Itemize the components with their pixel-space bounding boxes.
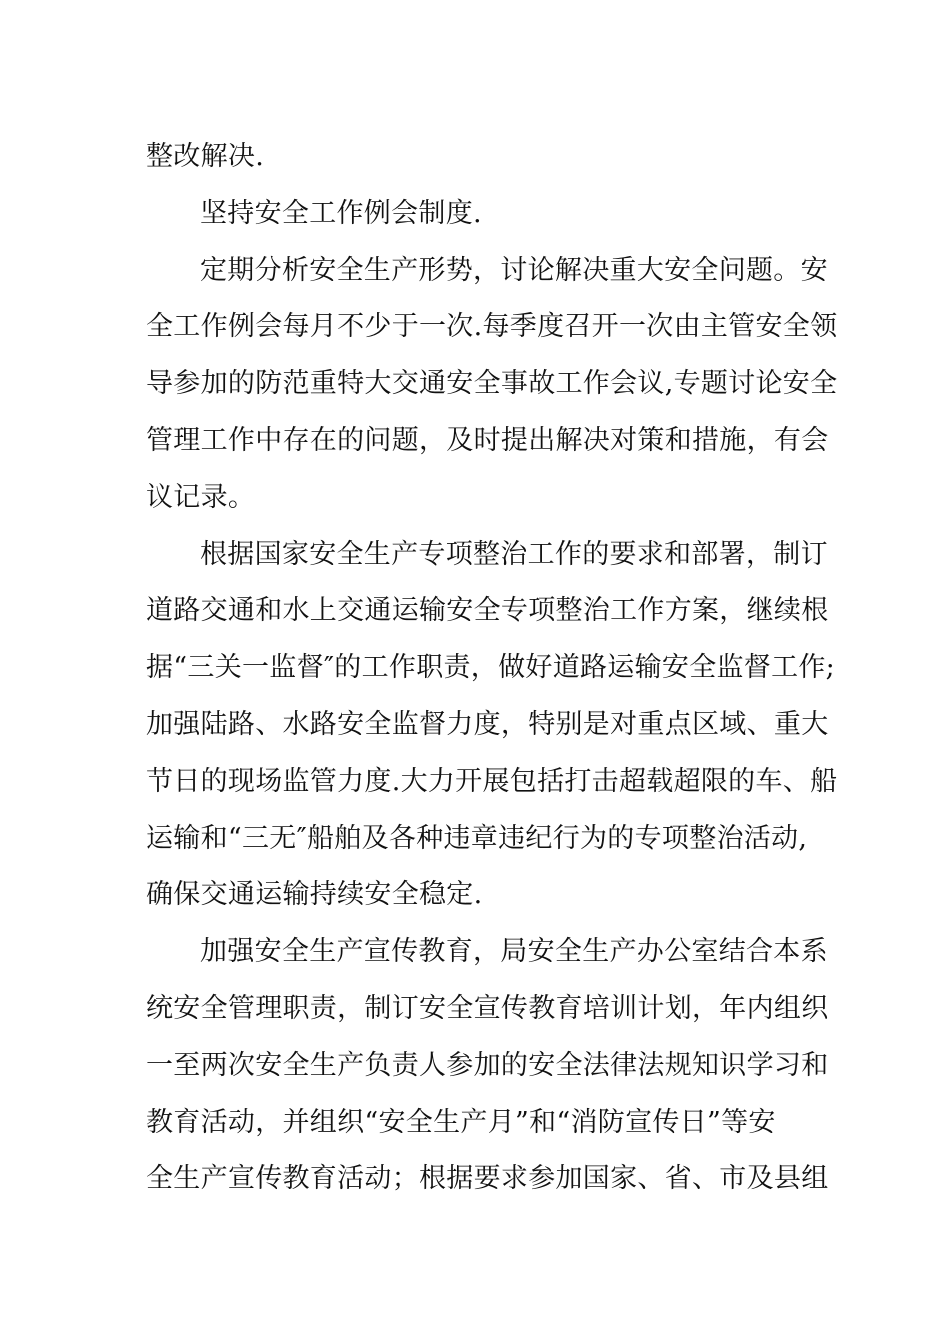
document-body xyxy=(146,129,838,1208)
text-line: 统安全管理职责，制订安全宣传教育培训计划，年内组织 xyxy=(146,992,829,1024)
text-line: 一至两次安全生产负责人参加的安全法律法规知识学习和 xyxy=(146,1049,829,1081)
text-line: 定期分析安全生产形势，讨论解决重大安全问题。安 xyxy=(200,254,828,286)
text-line: 加强安全生产宣传教育，局安全生产办公室结合本系 xyxy=(200,936,828,968)
text-line: 教育活动，并组织“安全生产月”和“消防宣传日”等安 xyxy=(146,1106,776,1138)
text-line: 运输和“三无″船舶及各种违章违纪行为的专项整治活动, xyxy=(146,822,808,854)
text-line: 坚持安全工作例会制度. xyxy=(200,197,482,229)
text-line: 道路交通和水上交通运输安全专项整治工作方案，继续根 xyxy=(146,595,829,627)
text-line: 全生产宣传教育活动；根据要求参加国家、省、市及县组 xyxy=(146,1163,829,1195)
text-line: 导参加的防范重特大交通安全事故工作会议,专题讨论安全 xyxy=(146,368,838,400)
text-line: 议记录。 xyxy=(146,481,256,513)
text-line: 根据国家安全生产专项整治工作的要求和部署，制订 xyxy=(200,538,828,570)
text-line: 整改解决. xyxy=(146,141,265,172)
text-line: 管理工作中存在的问题，及时提出解决对策和措施，有会 xyxy=(146,424,829,456)
text-line: 确保交通运输持续安全稳定. xyxy=(146,879,483,911)
text-line: 节日的现场监管力度.大力开展包括打击超载超限的车、船 xyxy=(146,765,838,797)
text-line: 据“三关一监督″的工作职责，做好道路运输安全监督工作; xyxy=(146,652,836,684)
text-line: 加强陆路、水路安全监督力度，特别是对重点区域、重大 xyxy=(146,708,829,740)
text-line: 全工作例会每月不少于一次.每季度召开一次由主管安全领 xyxy=(146,311,838,343)
